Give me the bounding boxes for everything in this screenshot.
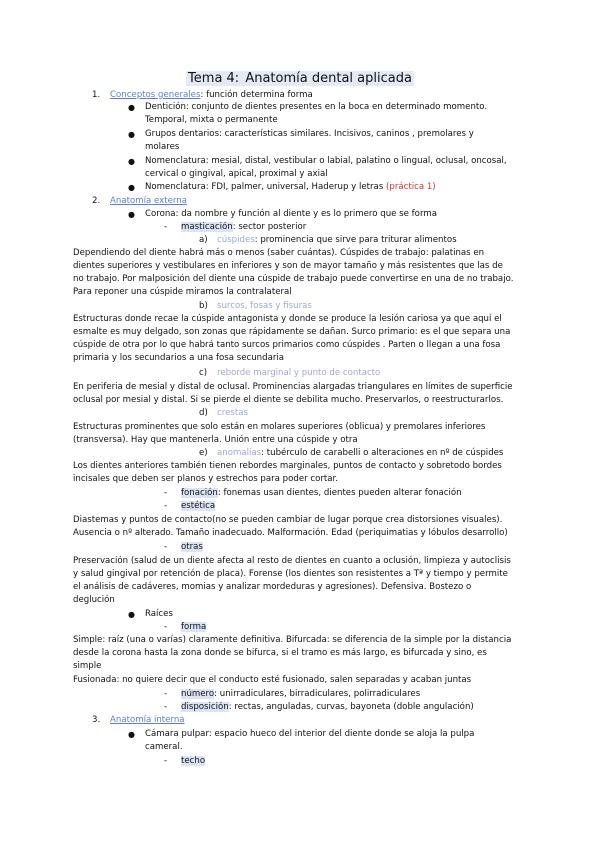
text-line: Raíces: [145, 609, 173, 619]
paragraph-line: deglución: [73, 595, 115, 605]
text-line: cúspides: prominencia que sirve para triturar alimentos: [217, 235, 457, 245]
paragraph-line: Preservación (salud de un diente afecta al resto de dientes en cuanto a oclusión, limpieza y autoclisis: [73, 556, 511, 566]
text-line: masticación: sector posterior: [181, 222, 307, 232]
dash-icon: -: [164, 501, 168, 511]
list-label: e): [199, 448, 208, 458]
bullet-icon: ●: [128, 103, 135, 112]
dash-icon: -: [164, 488, 168, 498]
text-line: cervical o gingival, apical, proximal y axial: [145, 169, 328, 179]
list-label: b): [199, 301, 208, 311]
paragraph-line: Fusionada: no quiere decir que el conducto esté fusionado, salen separadas y acaban juntas: [73, 675, 472, 685]
paragraph-line: dientes superiores y vestibulares en inferiores y son de mayor tamaño y más resistentes que las de: [73, 261, 503, 271]
bullet-icon: ●: [128, 183, 135, 192]
section-2-heading-link[interactable]: Anatomía externa: [110, 196, 187, 206]
paragraph-line: primaria y los secundarios a una fosa secundaria: [73, 353, 285, 363]
page-title: Tema 4: Anatomía dental aplicada: [188, 71, 412, 86]
dash-icon: -: [164, 622, 168, 632]
bullet-icon: ●: [128, 730, 135, 739]
paragraph-line: Estructuras prominentes que solo están en molares superiores (oblicua) y premolares inferiores: [73, 422, 486, 432]
paragraph-line: Estructuras donde recae la cúspide antagonista y donde se produce la lesión cariosa ya que aquí el: [73, 314, 502, 324]
section-1-heading-link[interactable]: Conceptos generales: [110, 90, 201, 100]
section-3-heading-link[interactable]: Anatomía interna: [110, 715, 185, 725]
text-line: número: unirradiculares, birradiculares, polirradiculares: [181, 689, 421, 699]
text-line: molares: [145, 142, 180, 152]
dash-icon: -: [164, 542, 168, 552]
paragraph-line: Diastemas y puntos de contacto(no se pueden cambiar de lugar porque crea distorsiones visuales).: [73, 515, 503, 525]
text-line: Dentición: conjunto de dientes presentes en la boca en determinado momento.: [145, 102, 488, 112]
text-line: Temporal, mixta o permanente: [145, 115, 278, 125]
bullet-icon: ●: [128, 157, 135, 166]
paragraph-line: oclusal por mesial y distal. Si se pierde el diente se debilita mucho. Preservarlos, o reestructurarlos.: [73, 395, 504, 405]
paragraph-line: esmalte es muy delgado, son zonas que rápidamente se dañan. Surco primario: es el que separa una: [73, 327, 511, 337]
section-2-heading-line: [110, 195, 187, 208]
bullet-icon: ●: [128, 130, 135, 139]
dash-icon: -: [164, 689, 168, 699]
dash-icon: -: [164, 756, 168, 766]
text-line: techo: [181, 756, 206, 766]
paragraph-line: no trabajo. Por malposición del diente una cúspide de trabajo puede convertirse en una de no trabajo.: [73, 274, 514, 284]
bullet-icon: ●: [128, 210, 135, 219]
text-line: Nomenclatura: FDI, palmer, universal, Haderup y letras (práctica 1): [145, 182, 436, 192]
paragraph-line: Dependiendo del diente habrá más o menos (saber cuántas). Cúspides de trabajo: palatinas en: [73, 248, 485, 258]
paragraph-line: simple: [73, 661, 102, 671]
subheading: crestas: [217, 408, 248, 418]
section-3-number: 3.: [92, 715, 101, 725]
paragraph-line: Ausencia o nº alterado. Tamaño inadecuado. Malformación. Edad (periquimatias y lóbulos desarrollo): [73, 528, 508, 538]
text-line: anomalías: tubérculo de carabelli o alteraciones en nº de cúspides: [217, 448, 504, 458]
paragraph-line: Los dientes anteriores también tienen rebordes marginales, puntos de contacto y sobretodo bordes: [73, 461, 502, 471]
text-line: otras: [181, 542, 203, 552]
text-line: estética: [181, 501, 216, 511]
bullet-icon: ●: [128, 610, 135, 619]
dash-icon: -: [164, 702, 168, 712]
paragraph-line: Simple: raíz (una o varías) claramente definitiva. Bifurcada: se diferencia de la simple por la distancia: [73, 635, 512, 645]
section-3-heading-line: [110, 714, 185, 727]
list-label: c): [199, 368, 208, 378]
text-line: disposición: rectas, anguladas, curvas, bayoneta (doble angulación): [181, 702, 474, 712]
subheading: reborde marginal y punto de contacto: [217, 368, 381, 378]
paragraph-line: desde la corona hasta la zona donde se bifurca, si el tramo es más largo, es bifurcada y sino, es: [73, 648, 487, 658]
text-line: Cámara pulpar: espacio hueco del interior del diente donde se aloja la pulpa: [145, 729, 475, 739]
section-1-heading-line: Conceptos generales: función determina forma: [110, 90, 313, 100]
paragraph-line: En periferia de mesial y distal de oclusal. Prominencias alargadas triangulares en límites de superficie: [73, 382, 513, 392]
dash-icon: -: [164, 222, 168, 232]
practice-note: (práctica 1): [386, 182, 436, 192]
paragraph-line: (transversa). Hay que mantenerla. Unión entre una cúspide y otra: [73, 435, 358, 445]
text-line: cameral.: [145, 742, 183, 752]
text-line: forma: [181, 622, 207, 632]
subheading: surcos, fosas y fisuras: [217, 301, 312, 311]
paragraph-line: cúspide de otra por lo que habrá tanto surcos primarios como cúspides . Parten o llegan a una fosa: [73, 340, 501, 350]
text-line: Corona: da nombre y función al diente y es lo primero que se forma: [145, 209, 437, 219]
text-line: Nomenclatura: mesial, distal, vestibular o labial, palatino o lingual, oclusal, oncosal,: [145, 156, 507, 166]
text-line: fonación: fonemas usan dientes, dientes pueden alterar fonación: [181, 488, 462, 498]
list-label: d): [199, 408, 208, 418]
paragraph-line: Para reponer una cúspide miramos la contralateral: [73, 287, 292, 297]
section-2-number: 2.: [92, 196, 101, 206]
paragraph-line: el análisis de cadáveres, momias y analizar mordeduras y agresiones). Defensiva. Bostezo o: [73, 582, 472, 592]
paragraph-line: y salud gingival por retención de placa). Forense (los dientes son resistentes a Tª y tiempo y permite: [73, 569, 508, 579]
text-line: Grupos dentarios: características similares. Incisivos, caninos , premolares y: [145, 129, 474, 139]
list-label: a): [199, 235, 208, 245]
section-1-number: 1.: [92, 90, 101, 100]
paragraph-line: incisales que deben ser planos y estrechos para poder cortar.: [73, 474, 339, 484]
